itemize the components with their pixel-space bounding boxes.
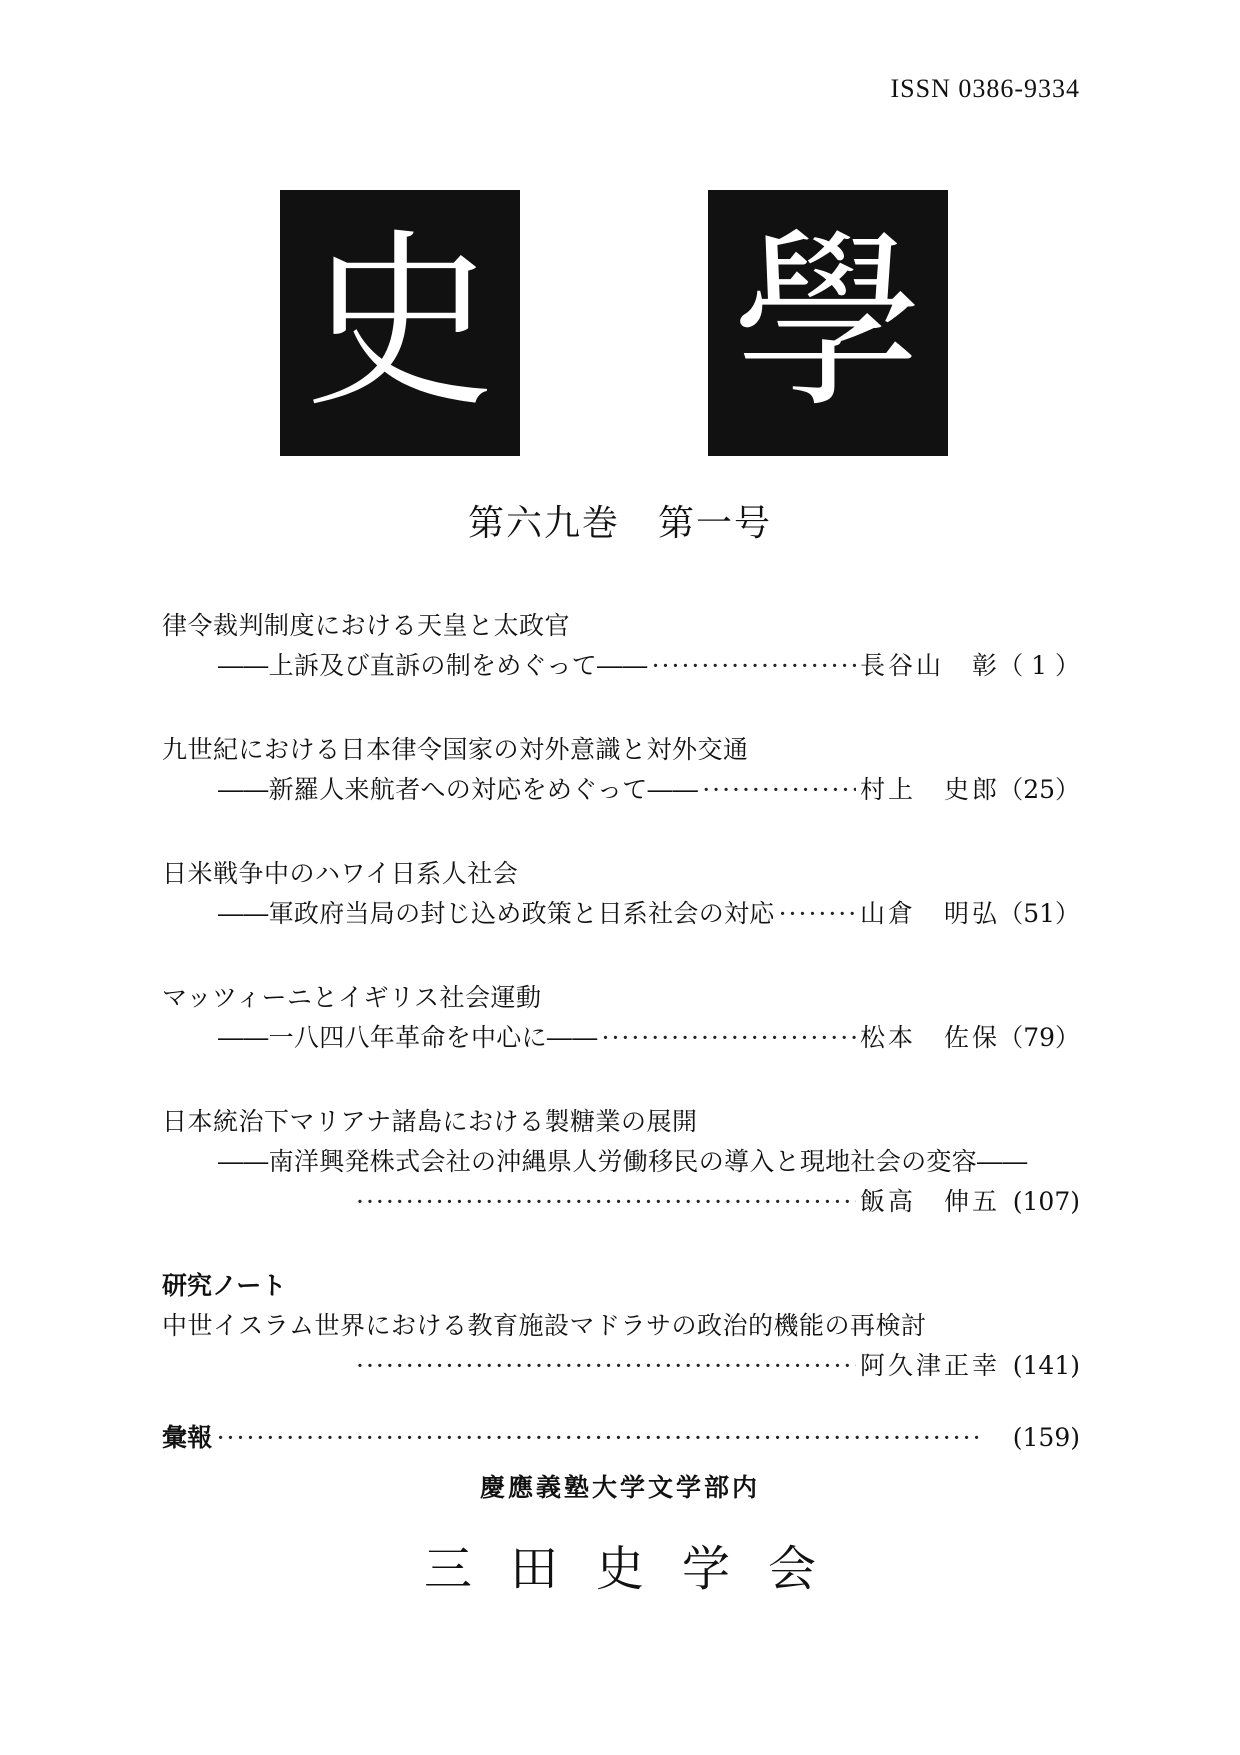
research-note-title: 中世イスラム世界における教育施設マドラサの政治的機能の再検討 [162,1311,927,1340]
article-subtitle: ――一八四八年革命を中心に―― [218,1023,598,1052]
article-author: 山倉 明弘 [860,899,1001,928]
toc-bulletin [162,1418,1080,1458]
article-page: （ 1 ） [998,651,1080,680]
research-note-label: 研究ノート [162,1271,287,1300]
volume-issue: 第六九巻 第一号 [467,503,772,544]
dot-leader [602,1018,856,1058]
article-author: 飯高 伸五 [860,1187,1001,1216]
issn-number: ISSN 0386-9334 [890,74,1080,103]
article-page: （51） [998,899,1080,928]
article-subtitle-line [218,1018,1080,1058]
article-page: （25） [998,775,1080,804]
article-author: 村上 史郎 [860,775,1001,804]
toc-article [162,1102,1080,1222]
dot-leader [356,1346,856,1386]
dot-leader [652,646,856,686]
article-author-line [352,1182,1080,1222]
bulletin-label: 彙報 [162,1423,213,1452]
article-title: マッツィーニとイギリス社会運動 [162,983,542,1012]
dot-leader [356,1182,856,1222]
journal-title-char-1: 史 [304,212,495,433]
dot-leader [702,770,856,810]
article-subtitle: ――新羅人来航者への対応をめぐって―― [218,775,699,804]
toc-article [162,854,1080,934]
article-subtitle-line [218,894,1080,934]
article-page: (107) [1012,1187,1080,1216]
journal-title-block-right [708,190,948,456]
toc-article [162,730,1080,810]
article-title: 九世紀における日本律令国家の対外意識と対外交通 [162,735,749,764]
toc-research-note [162,1266,1080,1386]
bulletin-page: (159) [1012,1423,1080,1452]
article-author: 長谷山 彰 [860,651,1001,680]
article-page: （79） [998,1023,1080,1052]
dot-leader [779,894,856,934]
journal-title-char-2: 學 [732,212,923,433]
publisher-name: 三田史学会 [423,1541,854,1597]
article-subtitle-line [218,770,1080,810]
research-note-author: 阿久津正幸 [860,1351,1001,1380]
article-subtitle: ――上訴及び直訴の制をめぐって―― [218,651,648,680]
article-author: 松本 佐保 [860,1023,1001,1052]
article-title: 日本統治下マリアナ諸島における製糖業の展開 [162,1107,698,1136]
toc-article [162,606,1080,686]
publisher-affiliation: 慶應義塾大学文学部内 [479,1473,760,1502]
article-title: 律令裁判制度における天皇と太政官 [162,611,571,640]
article-subtitle: ――軍政府当局の封じ込め政策と日系社会の対応 [218,899,775,928]
journal-title-block-left [280,190,520,456]
research-note-author-line [352,1346,1080,1386]
article-subtitle: ――南洋興発株式会社の沖縄県人労働移民の導入と現地社会の変容―― [218,1147,1028,1176]
article-title: 日米戦争中のハワイ日系人社会 [162,859,519,888]
article-subtitle-line [218,646,1080,686]
research-note-page: (141) [1012,1351,1080,1380]
table-of-contents [162,606,1080,1458]
dot-leader [217,1418,980,1458]
toc-article [162,978,1080,1058]
